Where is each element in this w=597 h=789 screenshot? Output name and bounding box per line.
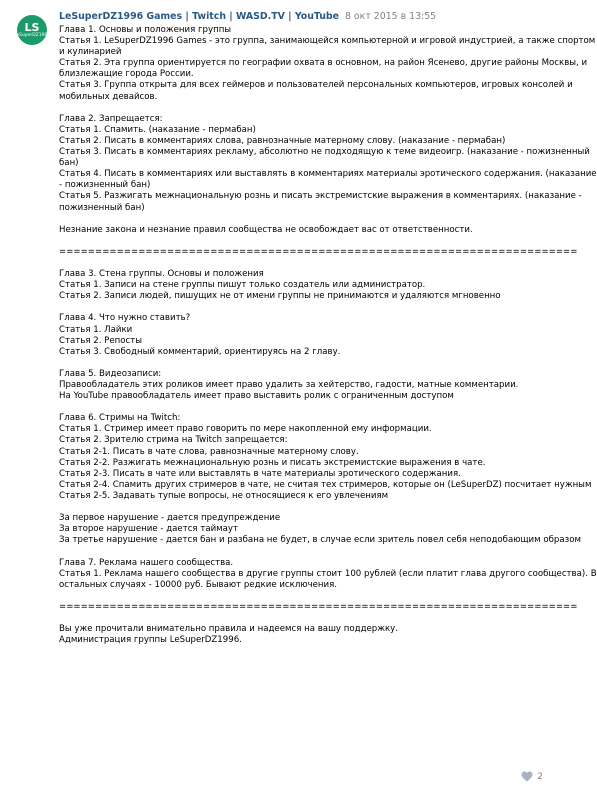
post-text-line: Статья 2. Эта группа ориентируется по географии охвата в основном, на район Ясенево, другие районы Москвы, и bbox=[59, 58, 588, 69]
post-text-line: Статья 5. Разжигать межнациональную рознь и писать экстремистские выражения в комментариях. (наказание - bbox=[59, 191, 582, 202]
post-text-line bbox=[59, 236, 539, 247]
post-text-line bbox=[59, 214, 539, 225]
post-text-line: Статья 3. Группа открыта для всех геймеров и пользователей персональных компьютеров, игровых консолей и bbox=[59, 80, 573, 91]
post-text-line bbox=[59, 258, 539, 269]
post-text-line: Статья 2. Репосты bbox=[59, 335, 143, 346]
post-text-line: Статья 2. Зрителю стрима на Twitch запрещается: bbox=[59, 435, 288, 446]
post-text-line bbox=[59, 546, 539, 557]
post-text-line: Незнание закона и незнание правил сообщества не освобождает вас от ответственности. bbox=[59, 224, 473, 235]
avatar-text: LeSuperDZ1996 bbox=[13, 33, 51, 38]
post-text-line: Глава 7. Реклама нашего сообщества. bbox=[59, 557, 234, 568]
post-text-line: и кулинарией bbox=[59, 47, 122, 58]
post-text-line: Статья 2. Записи людей, пишущих не от имени группы не принимаются и удаляются мгновенно bbox=[59, 291, 501, 302]
avatar-logo: LS bbox=[24, 21, 40, 34]
post-text-line bbox=[59, 591, 539, 602]
post-text-line: мобильных девайсов. bbox=[59, 91, 158, 102]
post-text-line bbox=[59, 402, 539, 413]
post-text-line: Статья 2-5. Задавать тупые вопросы, не относящиеся к его увлечениям bbox=[59, 490, 389, 501]
post-text-line: Статья 4. Писать в комментариях или выставлять в комментариях материалы эротического содержания. (наказание bbox=[59, 169, 597, 180]
post-text-line bbox=[59, 502, 539, 513]
post-text-line bbox=[59, 103, 539, 114]
post-text-line: Статья 3. Писать в комментариях рекламу, абсолютно не подходящую к теме видеоигр. (наказание - пожизненный bbox=[59, 147, 590, 158]
post-text-line: бан) bbox=[59, 158, 79, 169]
post-text-line: Статья 2. Писать в комментариях слова, равнозначные матерному слову. (наказание - пермабан) bbox=[59, 135, 506, 146]
post-text-line: Статья 2-4. Спамить других стримеров в чате, не считая тех стримеров, которые он (LeSuperDZ) посчитает нужным bbox=[59, 479, 592, 490]
post-text-line: Статья 1. LeSuperDZ1996 Games - это группа, занимающейся компьютерной и игровой индустрией, а также спортом bbox=[59, 36, 596, 47]
like-button[interactable] bbox=[521, 771, 543, 782]
like-count: 2 bbox=[537, 771, 543, 782]
post-text-line: ======================================================================== bbox=[59, 601, 578, 612]
post-text-line bbox=[59, 302, 539, 313]
post-text-line: Статья 2-2. Разжигать межнациональную рознь и писать экстремистские выражения в чате. bbox=[59, 457, 486, 468]
post-text-line: остальных случаях - 10000 руб. Бывают редкие исключения. bbox=[59, 579, 338, 590]
heart-icon bbox=[521, 771, 533, 782]
post-text-line: Статья 2-1. Писать в чате слова, равнозначные матерному слову. bbox=[59, 446, 359, 457]
post-text-line: Статья 2-3. Писать в чате или выставлять в чате материалы эротического содержания. bbox=[59, 468, 461, 479]
post-text-line: Глава 1. Основы и положения группы bbox=[59, 25, 232, 35]
post-text-line: Глава 3. Стена группы. Основы и положения bbox=[59, 269, 264, 280]
post-text-line: Глава 5. Видеозаписи: bbox=[59, 368, 162, 379]
post-text-line: Статья 3. Свободный комментарий, ориентируясь на 2 главу. bbox=[59, 346, 341, 357]
post-text-line: Глава 6. Стримы на Twitch: bbox=[59, 413, 181, 424]
post-text-line: Статья 1. Реклама нашего сообщества в другие группы стоит 100 рублей (если платит глава другого сообщества). В bbox=[59, 568, 597, 579]
post-text-line: Правообладатель этих роликов имеет право удалить за хейтерство, гадости, матные комментарии. bbox=[59, 380, 519, 390]
post-text-line: Статья 1. Записи на стене группы пишут только создатель или администратор. bbox=[59, 280, 426, 291]
post-text-line bbox=[59, 358, 539, 369]
avatar[interactable] bbox=[13, 15, 51, 45]
post-text-line: Статья 1. Лайки bbox=[59, 324, 133, 335]
post-text-line: Глава 2. Запрещается: bbox=[59, 113, 163, 124]
post-date[interactable]: 8 окт 2015 в 13:55 bbox=[344, 11, 437, 22]
post-text-line: Статья 1. Стример имеет право говорить по мере накопленной ему информации. bbox=[59, 424, 432, 435]
post-text-line: близлежащие города России. bbox=[59, 69, 194, 80]
post-text-line: За третье нарушение - дается бан и разбана не будет, в случае если зритель повел себя неподобающим образом bbox=[59, 535, 581, 546]
post-text-line: Статья 1. Спамить. (наказание - пермабан) bbox=[59, 124, 256, 135]
post-text-line: Администрация группы LeSuperDZ1996. bbox=[59, 635, 242, 646]
post-author-link[interactable]: LeSuperDZ1996 Games | Twitch | WASD.TV | YouTube bbox=[59, 11, 339, 22]
post-header bbox=[59, 11, 436, 23]
post-text-line: ======================================================================== bbox=[59, 246, 578, 257]
post-text-line: Глава 4. Что нужно ставить? bbox=[59, 313, 191, 324]
post-text-line bbox=[59, 613, 539, 624]
post-text-line: - пожизненный бан) bbox=[59, 180, 151, 191]
post-text-line: За первое нарушение - дается предупреждение bbox=[59, 513, 281, 524]
post-text-line: пожизненный бан) bbox=[59, 202, 145, 213]
post-text-line: На YouTube правообладатель имеет право выставить ролик с ограниченным доступом bbox=[59, 391, 454, 402]
post-text-line: За второе нарушение - дается таймаут bbox=[59, 524, 239, 535]
post-text-line: Вы уже прочитали внимательно правила и надеемся на вашу поддержку. bbox=[59, 624, 398, 635]
post-text bbox=[59, 25, 597, 646]
